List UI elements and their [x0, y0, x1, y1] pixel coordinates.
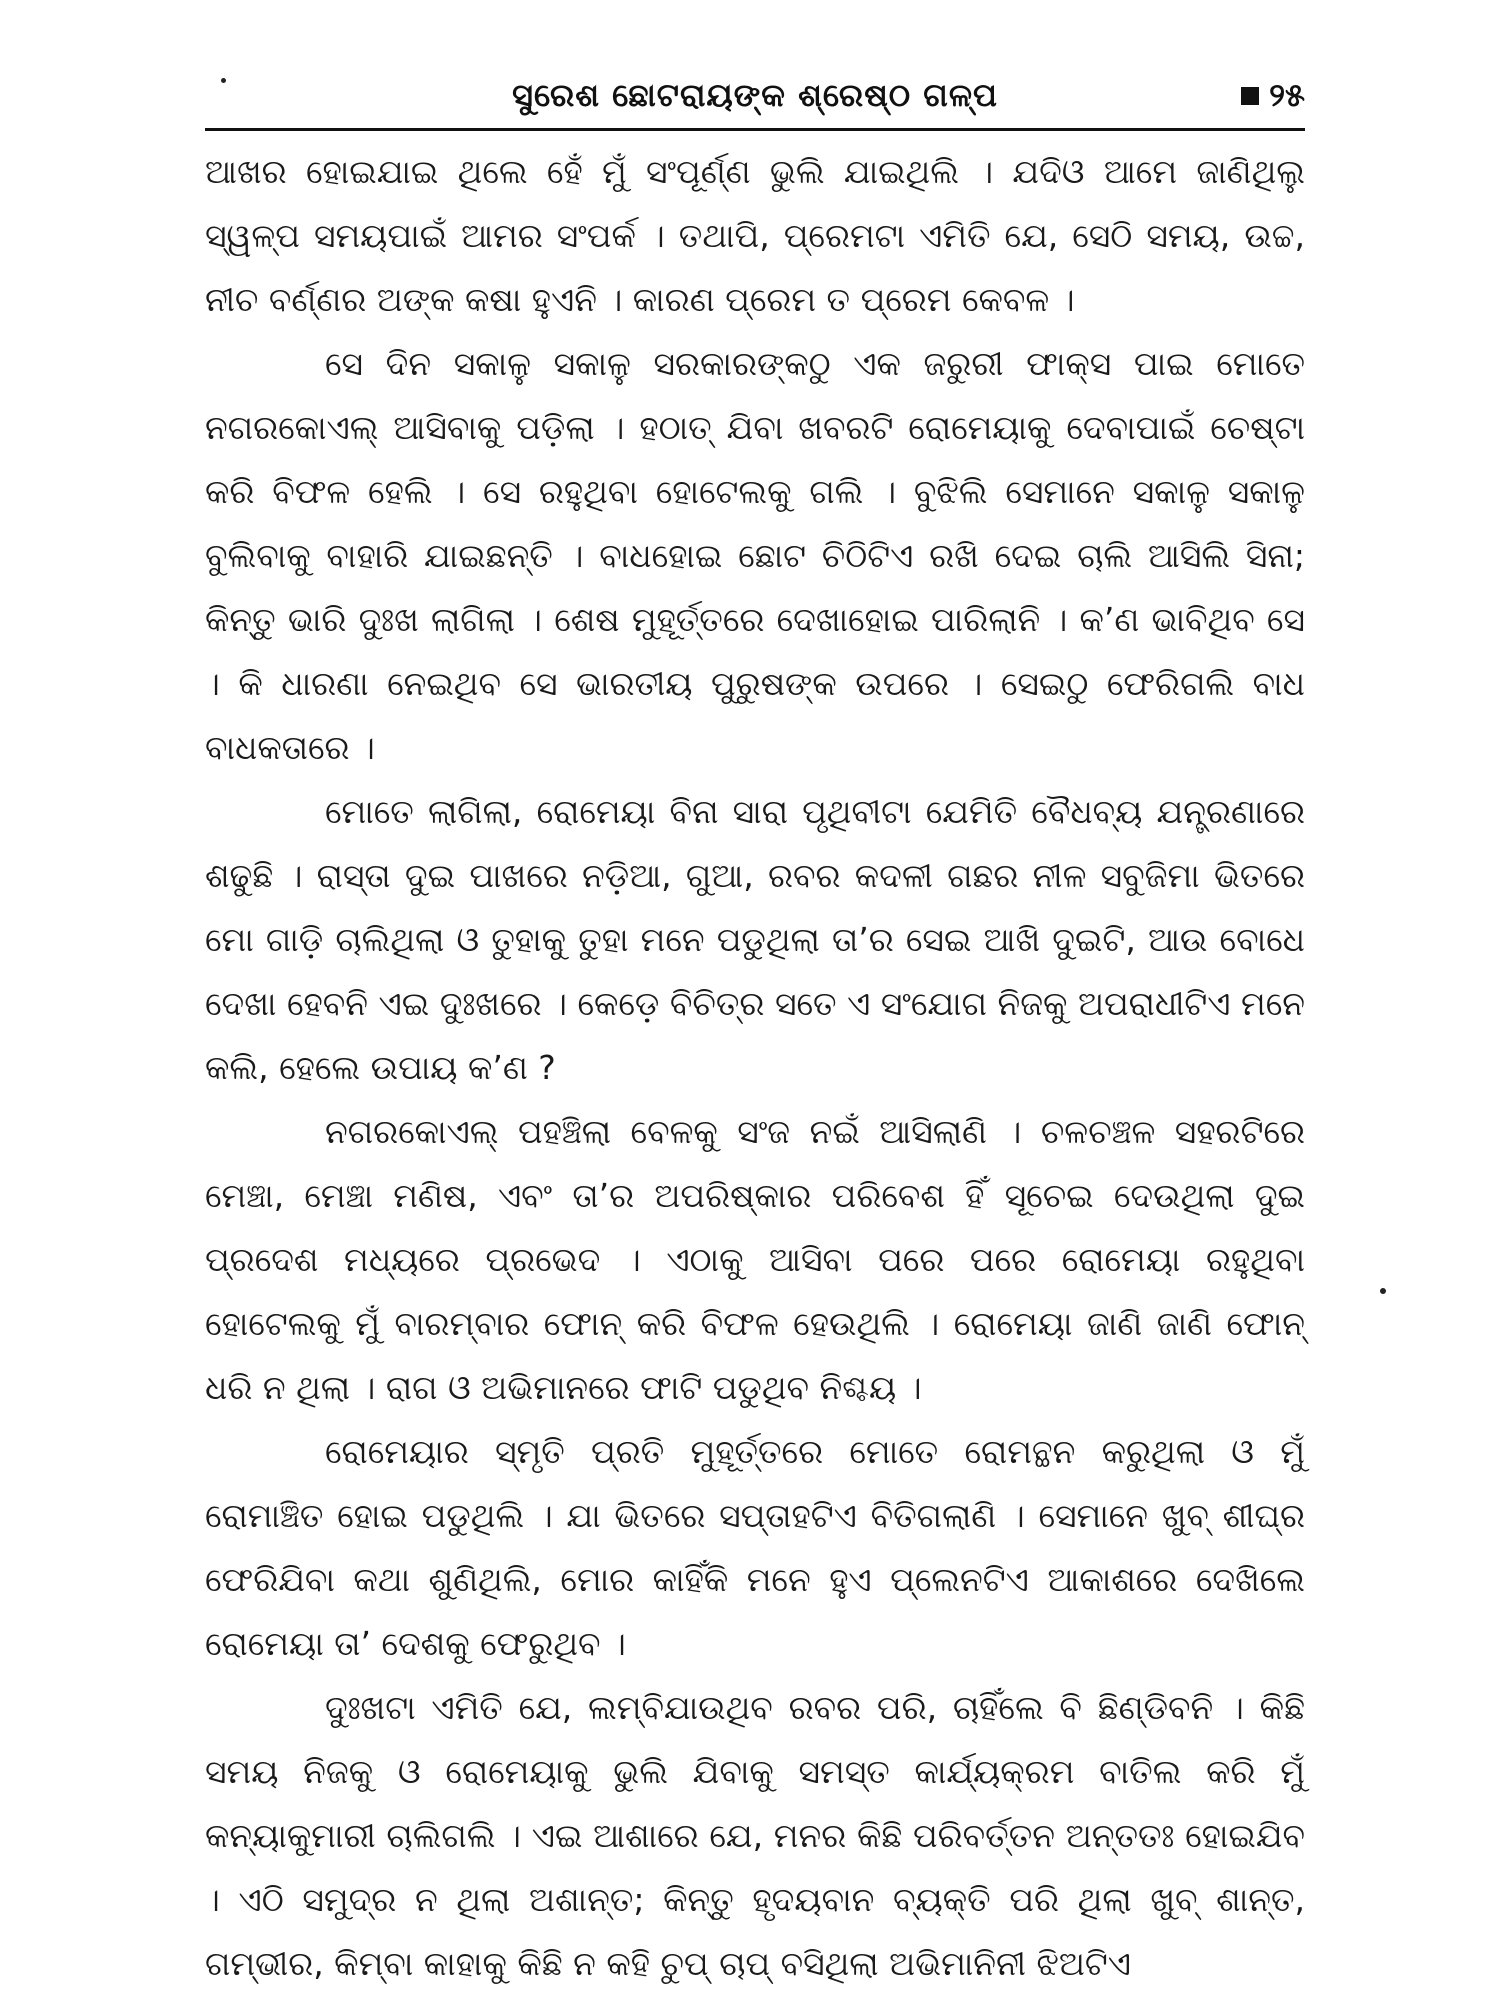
body-text: [205, 140, 1305, 1996]
paragraph: ମୋତେ ଲାଗିଲା, ରୋମେୟା ବିନା ସାରା ପୃଥିବୀଟା ଯେମିତି ବୈଧବ୍ୟ ଯନ୍ତ୍ରଣାରେ ଶଢୁଛି । ରାସ୍ତା ଦୁଇ ପାଖରେ ନଡ଼ିଆ, ଗୁଆ, ରବର କଦଳୀ ଗଛର ନୀଳ ସବୁଜିମା ଭିତରେ ମୋ ଗାଡ଼ି ଚାଲିଥିଲା ଓ ତୁହାକୁ ତୁହା ମନେ ପଡୁଥିଲା ତା’ର ସେଇ ଆଖି ଦୁଇଟି, ଆଉ ବୋଧେ ଦେଖା ହେବନି ଏଇ ଦୁଃଖରେ । କେଡ଼େ ବିଚିତ୍ର ସତେ ଏ ସଂଯୋଗ ନିଜକୁ ଅପରାଧୀଟିଏ ମନେ କଲି, ହେଲେ ଉପାୟ କ’ଣ ?: [205, 792, 1305, 1087]
print-speck: [1380, 1288, 1386, 1294]
paragraph: ଦୁଃଖଟା ଏମିତି ଯେ, ଲମ୍ବିଯାଉଥିବ ରବର ପରି, ଚାହିଁଲେ ବି ଛିଣ୍ଡିବନି । କିଛି ସମୟ ନିଜକୁ ଓ ରୋମେୟାକୁ ଭୁଲି ଯିବାକୁ ସମସ୍ତ କାର୍ଯ୍ୟକ୍ରମ ବାତିଲ କରି ମୁଁ କନ୍ୟାକୁମାରୀ ଚାଲିଗଲି । ଏଇ ଆଶାରେ ଯେ, ମନର କିଛି ପରିବର୍ତ୍ତନ ଅନ୍ତତଃ ହୋଇଯିବ । ଏଠି ସମୁଦ୍ର ନ ଥିଲା ଅଶାନ୍ତ; କିନ୍ତୁ ହୃଦୟବାନ ବ୍ୟକ୍ତି ପରି ଥିଲା ଖୁବ୍ ଶାନ୍ତ, ଗମ୍ଭୀର, କିମ୍ବା କାହାକୁ କିଛି ନ କହି ଚୁପ୍ ଚାପ୍ ବସିଥିଲା ଅଭିମାନିନୀ ଝିଅଟିଏ: [205, 1688, 1305, 1983]
paragraph: ଆଖର ହୋଇଯାଇ ଥିଲେ ହେଁ ମୁଁ ସଂପୂର୍ଣ୍ଣ ଭୁଲି ଯାଇଥିଲି । ଯଦିଓ ଆମେ ଜାଣିଥିଲୁ ସ୍ୱଳ୍ପ ସମୟପାଇଁ ଆମର ସଂପର୍କ । ତଥାପି, ପ୍ରେମଟା ଏମିତି ଯେ, ସେଠି ସମୟ, ଉଚ୍ଚ, ନୀଚ ବର୍ଣ୍ଣର ଅଙ୍କ କଷା ହୁଏନି । କାରଣ ପ୍ରେମ ତ ପ୍ରେମ କେବଳ ।: [205, 152, 1305, 319]
running-header: [205, 72, 1305, 122]
square-bullet-icon: [1241, 87, 1259, 105]
paragraph: ରୋମେୟାର ସ୍ମୃତି ପ୍ରତି ମୁହୂର୍ତ୍ତରେ ମୋତେ ରୋମନ୍ଥନ କରୁଥିଲା ଓ ମୁଁ ରୋମାଞ୍ଚିତ ହୋଇ ପଡୁଥିଲି । ଯା ଭିତରେ ସପ୍ତାହଟିଏ ବିତିଗଲାଣି । ସେମାନେ ଖୁବ୍ ଶୀଘ୍ର ଫେରିଯିବା କଥା ଶୁଣିଥିଲି, ମୋର କାହିଁକି ମନେ ହୁଏ ପ୍ଲେନଟିଏ ଆକାଶରେ ଦେଖିଲେ ରୋମେୟା ତା’ ଦେଶକୁ ଫେରୁଥିବ ।: [205, 1432, 1305, 1663]
paragraph: ସେ ଦିନ ସକାଳୁ ସକାଳୁ ସରକାରଙ୍କଠୁ ଏକ ଜରୁରୀ ଫାକ୍ସ ପାଇ ମୋତେ ନଗରକୋଏଲ୍ ଆସିବାକୁ ପଡ଼ିଲା । ହଠାତ୍ ଯିବା ଖବରଟି ରୋମେୟାକୁ ଦେବାପାଇଁ ଚେଷ୍ଟା କରି ବିଫଳ ହେଲି । ସେ ରହୁଥିବା ହୋଟେଲକୁ ଗଲି । ବୁଝିଲି ସେମାନେ ସକାଳୁ ସକାଳୁ ବୁଲିବାକୁ ବାହାରି ଯାଇଛନ୍ତି । ବାଧହୋଇ ଛୋଟ ଚିଠିଟିଏ ରଖି ଦେଇ ଚାଲି ଆସିଲି ସିନା; କିନ୍ତୁ ଭାରି ଦୁଃଖ ଲାଗିଲା । ଶେଷ ମୁହୂର୍ତ୍ତରେ ଦେଖାହୋଇ ପାରିଲାନି । କ’ଣ ଭାବିଥିବ ସେ । କି ଧାରଣା ନେଇଥିବ ସେ ଭାରତୀୟ ପୁରୁଷଙ୍କ ଉପରେ । ସେଇଠୁ ଫେରିଗଲି ବାଧ ବାଧକତାରେ ।: [205, 344, 1305, 767]
book-title: ସୁରେଶ ଛୋଟରାୟଙ୍କ ଶ୍ରେଷ୍ଠ ଗଳ୍ପ: [512, 76, 998, 114]
page-number: ୨୫: [1269, 76, 1305, 114]
page-number-block: [1241, 76, 1305, 115]
header-divider: [205, 128, 1305, 131]
paragraph: ନଗରକୋଏଲ୍ ପହଞ୍ଚିଲା ବେଳକୁ ସଂଜ ନଇଁ ଆସିଲାଣି । ଚଳଚଞ୍ଚଳ ସହରଟିରେ ମେଞ୍ଚା, ମେଞ୍ଚା ମଣିଷ, ଏବଂ ତା’ର ଅପରିଷ୍କାର ପରିବେଶ ହିଁ ସୂଚେଇ ଦେଉଥିଲା ଦୁଇ ପ୍ରଦେଶ ମଧ୍ୟରେ ପ୍ରଭେଦ । ଏଠାକୁ ଆସିବା ପରେ ପରେ ରୋମେୟା ରହୁଥିବା ହୋଟେଲକୁ ମୁଁ ବାରମ୍ବାର ଫୋନ୍ କରି ବିଫଳ ହେଉଥିଲି । ରୋମେୟା ଜାଣି ଜାଣି ଫୋନ୍ ଧରି ନ ଥିଲା । ରାଗ ଓ ଅଭିମାନରେ ଫାଟି ପଡୁଥିବ ନିଶ୍ଚୟ ।: [205, 1112, 1305, 1407]
